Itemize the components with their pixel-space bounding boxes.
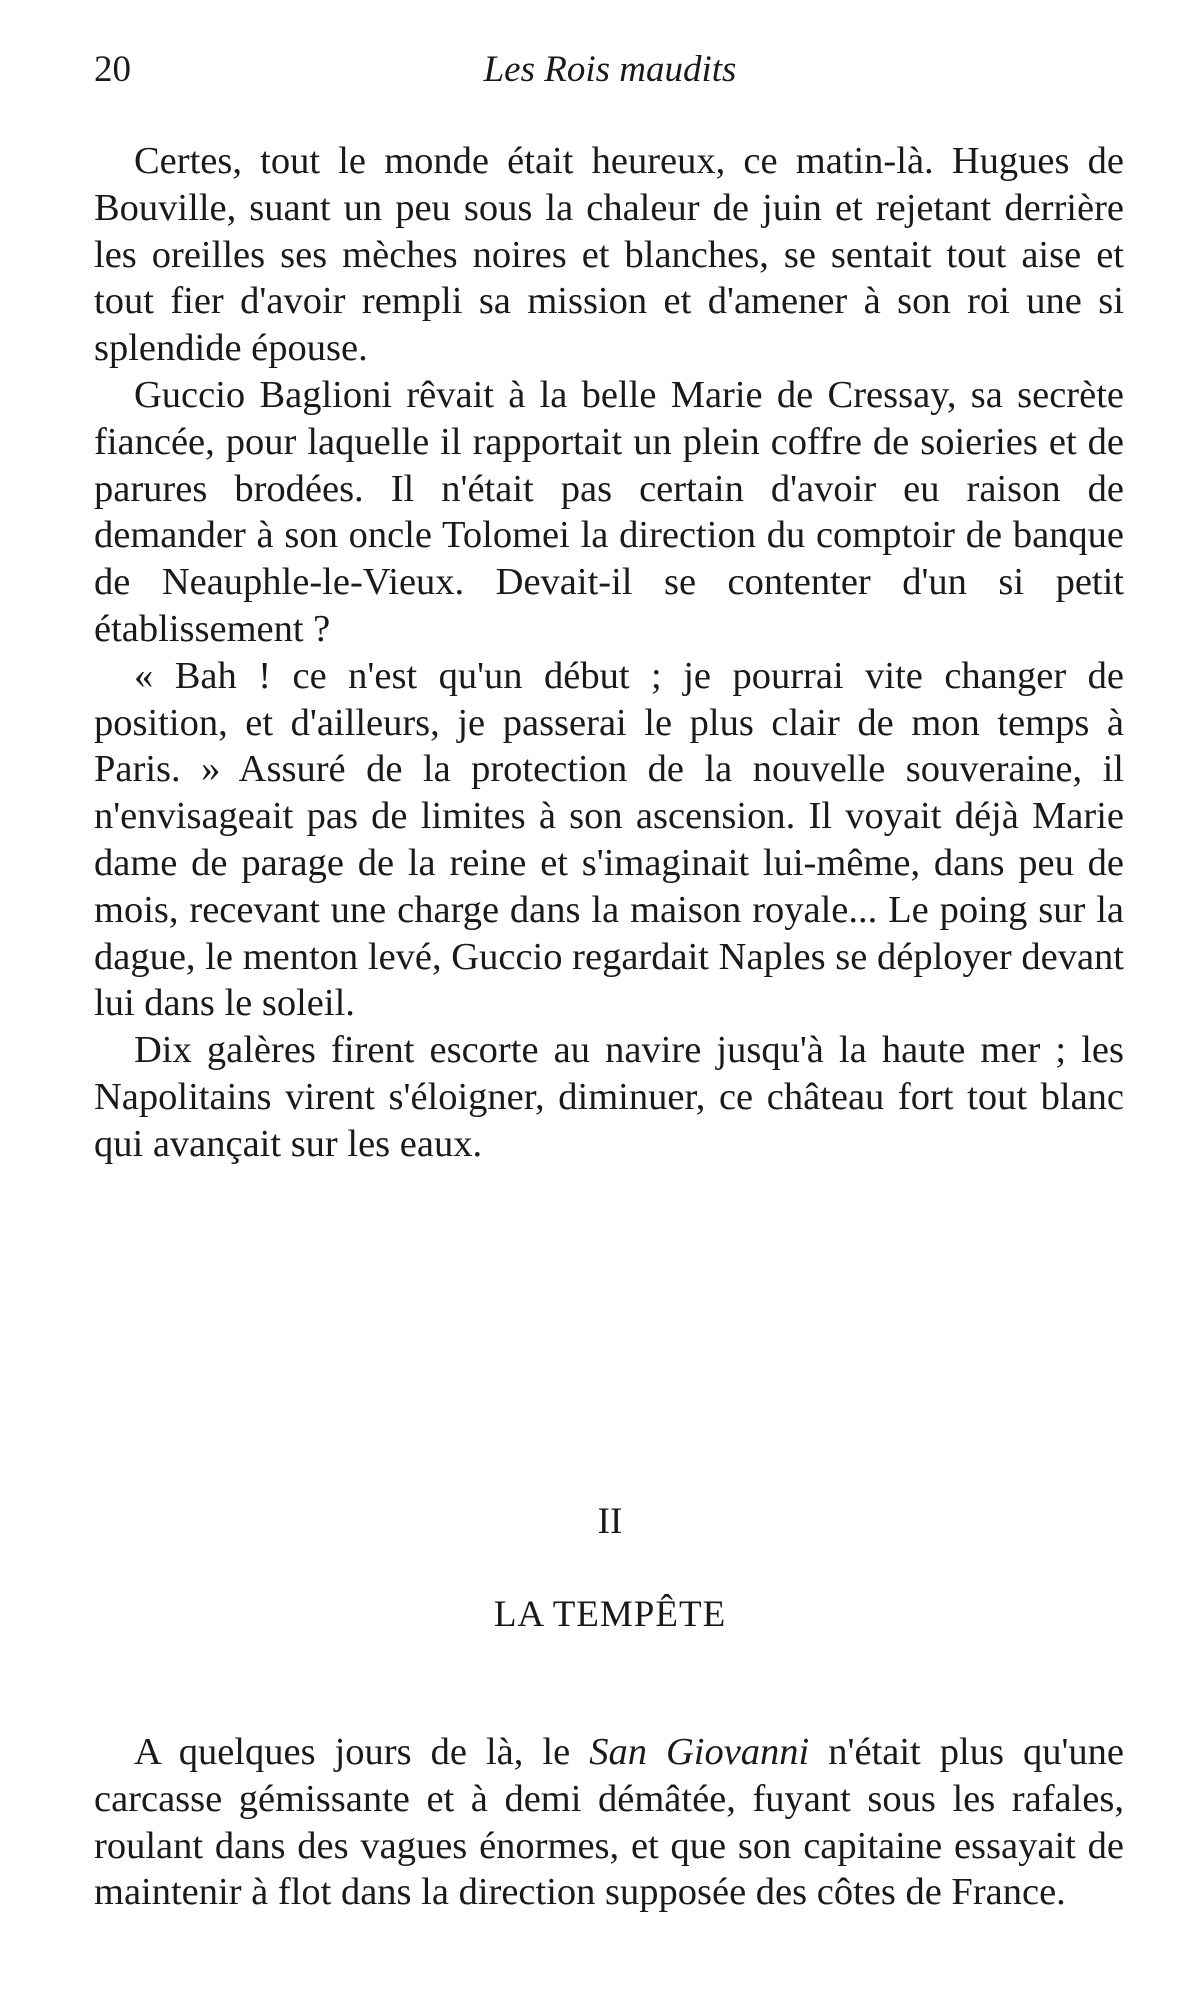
chapter-opening-block: [94, 1729, 1124, 1916]
chapter-number: II: [597, 1501, 623, 1542]
ship-name: San Giovanni: [589, 1731, 810, 1773]
opening-text-rest: n'était plus qu'une carcasse gémissante et à demi démâtée, fuyant sous les rafales, roulant dans des vagues énormes, et que son capitaine essayait de maintenir à flot dans la direction supposée des côtes de France.: [94, 1731, 1124, 1914]
running-title: Les Rois maudits: [483, 49, 737, 90]
opening-text-start: A quelques jours de là, le: [134, 1731, 590, 1773]
chapter-title: LA TEMPÊTE: [493, 1594, 727, 1635]
paragraph: « Bah ! ce n'est qu'un début ; je pourrai vite changer de position, et d'ailleurs, je passerai le plus clair de mon temps à Paris. » Assuré de la protection de la nouvelle souveraine, il n'envisageait pas de limites à son ascension. Il voyait déjà Marie dame de parage de la reine et s'imaginait lui-même, dans peu de mois, recevant une charge dans la maison royale... Le poing sur la dague, le menton levé, Guccio regardait Naples se déployer devant lui dans le soleil.: [94, 654, 1124, 1025]
paragraph: Certes, tout le monde était heureux, ce matin-là. Hugues de Bouville, suant un peu sous la chaleur de juin et rejetant derrière les oreilles ses mèches noires et blanches, se sentait tout aise et tout fier d'avoir rempli sa mission et d'amener à son roi une si splendide épouse.: [94, 140, 1124, 370]
paragraph: Dix galères firent escorte au navire jusqu'à la haute mer ; les Napolitains virent s'éloigner, diminuer, ce château fort tout blanc qui avançait sur les eaux.: [94, 1029, 1124, 1165]
chapter-opening-paragraph: [94, 1729, 1124, 1916]
paragraph: Guccio Baglioni rêvait à la belle Marie de Cressay, sa secrète fiancée, pour laquelle il rapportait un plein coffre de soieries et de parures brodées. Il n'était pas certain d'avoir eu raison de demander à son oncle Tolomei la direction du comptoir de banque de Neauphle-le-Vieux. Devait-il se contenter d'un si petit établissement ?: [94, 373, 1124, 650]
text-block-before-chapter: [94, 138, 1124, 1168]
page-number: 20: [94, 49, 131, 90]
